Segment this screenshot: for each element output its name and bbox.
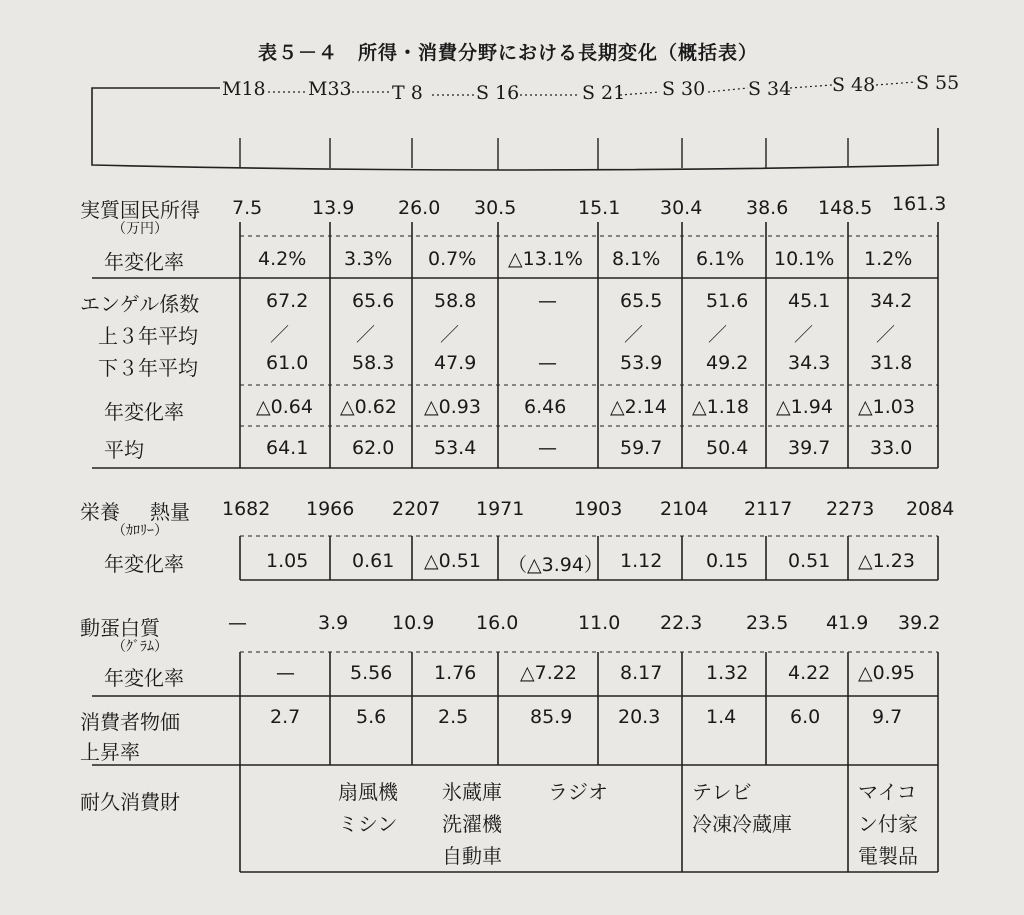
protein-value: 41.9	[826, 612, 869, 634]
cpi-value: 2.7	[270, 706, 301, 728]
row-label-protein-rate: 年変化率	[104, 666, 184, 690]
protein-value: 16.0	[476, 612, 519, 634]
protein-value: 22.3	[660, 612, 703, 634]
engel-rate: △1.03	[858, 396, 915, 418]
income-value: 13.9	[312, 197, 355, 219]
row-label-protein: 動蛋白質	[80, 616, 160, 640]
durable-item: 冷凍冷蔵庫	[692, 812, 792, 836]
row-label-durables: 耐久消費財	[80, 790, 180, 814]
protein-rate: —	[276, 662, 295, 684]
heat-value: 2273	[826, 498, 875, 520]
row-label-cpi-2: 上昇率	[80, 740, 140, 764]
engel-slash: ／	[794, 324, 814, 346]
income-rate: 0.7%	[428, 248, 477, 270]
cpi-value: 20.3	[618, 706, 661, 728]
protein-rate: △7.22	[520, 662, 577, 684]
engel-avg: 33.0	[870, 437, 913, 459]
engel-rate: △1.18	[692, 396, 749, 418]
durable-item: 電製品	[858, 844, 918, 868]
engel-rate: △2.14	[610, 396, 667, 418]
income-rate: 3.3%	[344, 248, 393, 270]
row-unit-protein: （ｸﾞﾗﾑ）	[112, 639, 168, 655]
engel-lower: 53.9	[620, 352, 663, 374]
durable-item: 自動車	[442, 844, 502, 868]
heat-value: 1966	[306, 498, 355, 520]
durable-item: ン付家	[858, 812, 918, 836]
engel-rate: △0.93	[424, 396, 481, 418]
durable-item: ラジオ	[548, 780, 608, 804]
heat-value: 2084	[906, 498, 955, 520]
row-label-engel-lower: 下３年平均	[98, 356, 198, 380]
engel-avg: 50.4	[706, 437, 749, 459]
durable-item: 洗濯機	[442, 812, 502, 836]
heat-rate: 0.15	[706, 550, 749, 572]
era-header: S 21	[582, 82, 626, 104]
income-value: 15.1	[578, 197, 621, 219]
protein-value: 3.9	[318, 612, 349, 634]
protein-value: 11.0	[578, 612, 621, 634]
income-rate: 10.1%	[774, 248, 835, 270]
engel-lower: 49.2	[706, 352, 749, 374]
heat-rate: △0.51	[424, 550, 481, 572]
row-label-income: 実質国民所得	[80, 198, 200, 222]
engel-avg: 62.0	[352, 437, 395, 459]
engel-avg: 64.1	[266, 437, 309, 459]
engel-lower: 58.3	[352, 352, 395, 374]
row-label-cpi: 消費者物価	[80, 710, 180, 734]
heat-rate: （△3.94）	[508, 554, 603, 576]
row-unit-income: （万円）	[112, 221, 168, 237]
engel-avg: —	[538, 437, 557, 459]
income-value: 7.5	[232, 197, 263, 219]
engel-lower: 34.3	[788, 352, 831, 374]
engel-upper: —	[538, 290, 557, 312]
income-value: 30.4	[660, 197, 703, 219]
income-value: 26.0	[398, 197, 441, 219]
durable-item: テレビ	[692, 780, 752, 804]
engel-avg: 59.7	[620, 437, 663, 459]
durable-item: ミシン	[338, 812, 398, 836]
cpi-value: 6.0	[790, 706, 821, 728]
heat-rate: 0.61	[352, 550, 395, 572]
engel-upper: 65.5	[620, 290, 663, 312]
cpi-value: 85.9	[530, 706, 573, 728]
durable-item: 氷蔵庫	[442, 780, 502, 804]
heat-rate: 1.12	[620, 550, 663, 572]
protein-rate: △0.95	[858, 662, 915, 684]
income-value: 30.5	[474, 197, 517, 219]
engel-upper: 45.1	[788, 290, 831, 312]
row-unit-heat: （ｶﾛﾘｰ）	[112, 523, 168, 539]
row-label-engel-upper: 上３年平均	[98, 324, 198, 348]
durable-item: マイコ	[858, 780, 917, 804]
cpi-value: 1.4	[706, 706, 737, 728]
engel-upper: 67.2	[266, 290, 309, 312]
protein-value: 10.9	[392, 612, 435, 634]
protein-rate: 1.32	[706, 662, 749, 684]
income-rate: 4.2%	[258, 248, 307, 270]
era-header: S 34	[748, 78, 792, 100]
income-rate: 8.1%	[612, 248, 661, 270]
engel-avg: 39.7	[788, 437, 831, 459]
engel-slash: ／	[440, 324, 460, 346]
engel-lower: 31.8	[870, 352, 913, 374]
row-label-heat: 熱量	[150, 500, 190, 524]
income-rate: 6.1%	[696, 248, 745, 270]
engel-slash: ／	[356, 324, 376, 346]
row-label-engel-avg: 平均	[104, 438, 144, 462]
era-header: S 30	[662, 78, 706, 100]
protein-rate: 5.56	[350, 662, 393, 684]
row-label-income-rate: 年変化率	[104, 250, 184, 274]
heat-value: 1903	[574, 498, 623, 520]
heat-rate: 1.05	[266, 550, 309, 572]
era-header: T 8	[392, 82, 423, 104]
row-label-heat-rate: 年変化率	[104, 552, 184, 576]
era-header: M33	[308, 78, 352, 100]
engel-rate: △0.62	[340, 396, 397, 418]
engel-upper: 34.2	[870, 290, 913, 312]
engel-slash: ／	[624, 324, 644, 346]
era-header: M18	[222, 78, 266, 100]
engel-lower: 61.0	[266, 352, 309, 374]
engel-avg: 53.4	[434, 437, 477, 459]
engel-rate: △0.64	[256, 396, 313, 418]
protein-value: —	[228, 612, 247, 634]
engel-upper: 51.6	[706, 290, 749, 312]
era-header: S 48	[832, 74, 876, 96]
era-header: S 16	[476, 82, 520, 104]
protein-rate: 1.76	[434, 662, 477, 684]
protein-value: 23.5	[746, 612, 789, 634]
heat-value: 2207	[392, 498, 441, 520]
engel-upper: 65.6	[352, 290, 395, 312]
cpi-value: 5.6	[356, 706, 387, 728]
engel-slash: ／	[708, 324, 728, 346]
table-title: 表５－４ 所得・消費分野における長期変化（概括表）	[258, 42, 759, 64]
heat-value: 2104	[660, 498, 709, 520]
engel-slash: ／	[270, 324, 290, 346]
heat-value: 1971	[476, 498, 525, 520]
cpi-value: 9.7	[872, 706, 903, 728]
heat-value: 2117	[744, 498, 793, 520]
heat-rate: △1.23	[858, 550, 915, 572]
heat-rate: 0.51	[788, 550, 831, 572]
row-label-nutrition: 栄養	[80, 500, 120, 524]
era-header: S 55	[916, 72, 960, 94]
engel-lower: 47.9	[434, 352, 477, 374]
income-rate: 1.2%	[864, 248, 913, 270]
durable-item: 扇風機	[338, 780, 398, 804]
engel-rate: 6.46	[524, 396, 567, 418]
protein-value: 39.2	[898, 612, 941, 634]
protein-rate: 8.17	[620, 662, 663, 684]
income-value: 148.5	[818, 197, 873, 219]
cpi-value: 2.5	[438, 706, 469, 728]
income-rate: △13.1%	[508, 248, 583, 270]
row-label-engel-rate: 年変化率	[104, 400, 184, 424]
heat-value: 1682	[222, 498, 271, 520]
row-label-engel: エンゲル係数	[80, 292, 200, 316]
engel-slash: ／	[876, 324, 896, 346]
income-value: 38.6	[746, 197, 789, 219]
engel-rate: △1.94	[776, 396, 833, 418]
income-value: 161.3	[892, 193, 947, 215]
protein-rate: 4.22	[788, 662, 831, 684]
engel-lower: —	[538, 352, 557, 374]
engel-upper: 58.8	[434, 290, 477, 312]
